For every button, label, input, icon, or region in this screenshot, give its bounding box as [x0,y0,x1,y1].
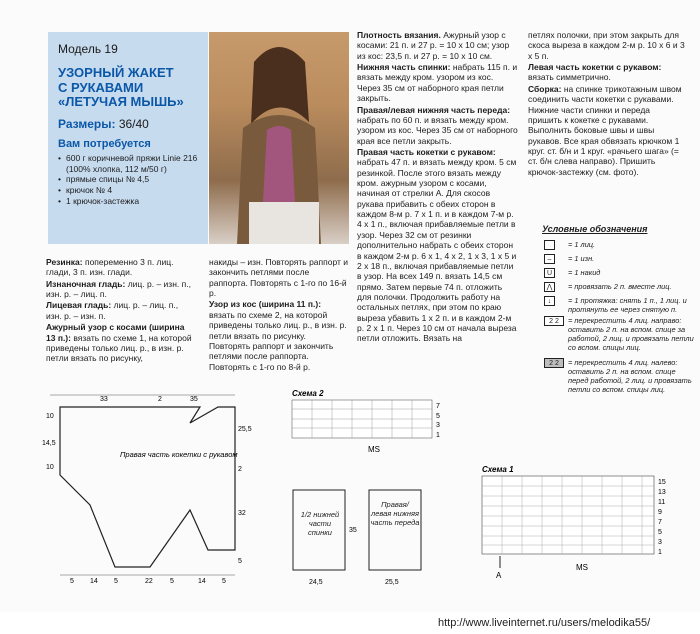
dim-label: 14 [90,578,98,585]
start-arrow-label: A [496,571,502,580]
sizes-value: 36/40 [118,117,149,131]
footer-url[interactable]: http://www.liveinternet.ru/users/melodika55/ [438,617,651,629]
front-piece-label: Правая/ левая нижняя часть переда [370,500,420,528]
text-column-3 [357,30,519,345]
dim-label: 2 [158,396,162,403]
sizes-label: Размеры: [58,117,116,131]
row-number: 5 [658,529,662,536]
row-number: 13 [658,489,666,496]
purl-symbol-icon: – [544,254,555,264]
dim-label: 5 [70,578,74,585]
paragraph: Лицевая гладь: лиц. р. – лиц. п., изн. р. – изн. п. [46,300,179,321]
paragraph: Узор из кос (ширина 11 п.): вязать по схеме 2, на которой приведены только лиц. р., в изн. р. петли вязать по рисунку. Повторять раппорт и закончить петлями после раппорта. Повторять с 1-го по 8-й р. [209,299,347,372]
text-column-2 [209,257,349,373]
material-item: • прямые спицы № 4,5 [58,174,203,185]
dim-label: 14 [198,578,206,585]
row-number: 11 [658,499,666,506]
dim-label: 2 [238,466,242,473]
cable-right-icon: 2 2 [544,316,564,326]
legend-item: U = 1 накид [544,268,694,282]
material-item: • 600 г коричневой пряжи Linie 216 (100% хлопка, 112 м/50 г) [58,153,203,174]
dim-label: 14,5 [42,440,56,447]
dim-label: 10 [46,464,54,471]
diagram-label: Правая часть кокетки с рукавом [120,450,238,459]
row-number: 3 [436,422,440,429]
material-item: • крючок № 4 [58,185,203,196]
paragraph: Сборка: на спинке трикотажным швом соединить части кокетки с рукавами. Нижние части спинки и переда пришить к кокетке с рукавами. Выполнить боковые швы и швы рукавов. Все края обвязать крючком 1 круг. ст. б/н и 1 круг. «рачьего шага» (= ст. б/н слева направо). Пришить крючок-застежку (см. фото). [528,83,682,177]
dim-label: 5 [238,558,242,565]
dim-label: 10 [46,413,54,420]
model-number: Модель 19 [58,42,118,56]
dim-label: 5 [114,578,118,585]
paragraph: Изнаночная гладь: лиц. р. – изн. п., изн. р. – лиц. п. [46,278,191,300]
repeat-label: MS [368,445,380,454]
row-number: 15 [658,479,666,486]
yoke-pattern-diagram [40,385,280,600]
model-photo [209,32,349,244]
title-line: УЗОРНЫЙ ЖАКЕТ [58,65,174,80]
paragraph: накиды – изн. Повторять раппорт и закончить петлями после раппорта. Повторять с 1-го по 16-й р. [209,257,349,299]
repeat-label: MS [576,563,588,572]
materials-title: Вам потребуется [58,138,151,150]
dim-label: 5 [170,578,174,585]
k2tog-icon: ⋀ [544,282,555,292]
row-number: 1 [658,549,662,556]
paragraph: Левая часть кокетки с рукавом: вязать симметрично. [528,62,662,83]
skp-icon: ↓ [544,296,555,306]
row-number: 9 [658,509,662,516]
paragraph: петлях полочки, при этом закрыть для скоса выреза в каждом 2-м р. 10 х 6 и 3 х 5 п. [528,30,685,61]
dim-label: 22 [145,578,153,585]
paragraph: Резинка: попеременно 3 п. лиц. глади, 3 п. изн. глади. [46,257,174,278]
model-photo-illustration [209,32,349,244]
legend [544,240,694,400]
scheme-title: Схема 1 [482,465,514,474]
text-column-4 [528,30,686,178]
title-line: «ЛЕТУЧАЯ МЫШЬ» [58,94,184,110]
legend-item: 2 2 = перекрестить 4 лиц. направо: оставить 2 п. на вспом. спице за работой, 2 лиц. и провязать петли со вспом. спицы лиц. [544,316,694,358]
row-number: 5 [436,413,440,420]
paragraph: Плотность вязания. Ажурный узор с косами: 21 п. и 27 р. = 10 х 10 см; узор из кос: 23,5 п. и 27 р. = 10 х 10 см. [357,30,510,61]
legend-item: ⋀ = провязать 2 п. вместе лиц. [544,282,694,296]
cable-left-icon: 2 2 [544,358,564,368]
scheme-title: Схема 2 [292,389,324,398]
yarn-over-icon: U [544,268,555,278]
legend-item: – = 1 изн. [544,254,694,268]
dim-label: 25,5 [238,426,252,433]
dim-label: 24,5 [309,579,323,586]
row-number: 7 [436,403,440,410]
dim-label: 5 [222,578,226,585]
material-item: • 1 крючок-застежка [58,196,203,207]
paragraph: Правая/левая нижняя часть переда: набрать по 60 п. и вязать между кром. узором из кос. Через 35 см от наборного края все петли закрыть. [357,104,518,146]
legend-item: ↓ = 1 протяжка: снять 1 п., 1 лиц. и протянуть ее через снятую п. [544,296,694,316]
dim-label: 35 [349,527,357,534]
title-line: С РУКАВАМИ [58,79,144,95]
dim-label: 32 [238,510,246,517]
paragraph: Нижняя часть спинки: набрать 115 п. и вязать между кром. узором из кос. Через 35 см от наборного края петли закрыть. [357,62,518,104]
legend-item: 2 2 = перекрестить 4 лиц. налево: оставить 2 п. на вспом. спице перед работой, 2 лиц. и провязать петли со вспом. спицы лиц. [544,358,694,400]
sizes [58,117,149,132]
row-number: 3 [658,539,662,546]
page-title [58,66,208,110]
dim-label: 33 [100,396,108,403]
paragraph: Ажурный узор с косами (ширина 13 п.): вязать по схеме 1, на которой приведены только лиц. р., в изн. р. петли вязать по рисунку, [46,322,192,364]
back-piece-label: 1/2 нижней части спинки [300,510,340,538]
row-number: 1 [436,432,440,439]
legend-item: = 1 лиц. [544,240,694,254]
legend-title: Условные обозначения [542,224,648,234]
scheme-2-chart [290,388,450,460]
materials-list [58,153,203,206]
text-column-1 [46,257,196,365]
scheme-1-chart [470,464,670,584]
row-number: 7 [658,519,662,526]
dim-label: 25,5 [385,579,399,586]
knit-symbol-icon [544,240,555,250]
paragraph: Правая часть кокетки с рукавом: набрать 47 п. и вязать между кром. 5 см резинкой. После этого вязать между кром. ажурным узором с косами, начиная от стрелки А. Для скосов рукава прибавить с обеих сторон в каждом 8-м р. 7 х 1 п. и в каждом 7-м р. 4 х 1 п., включая прибавляемые петли в узор. Через 32 см от резинки дополнительно набрать с обеих сторон в каждом 2-м р. 6 х 1, 4 х 2, 1 х 3, 1 х 5 и 2 х 18 п., включая прибавляемые петли в узор. На всех 149 п. вязать 14,5 см прямо. Затем первые 74 п. отложить для полочки. Продолжить работу на остальных петлях, при этом по краю выреза убавить 1 х 2 п. и в каждом 2-м р. 2 х 1 п. Через 10 см от начала выреза петли отложить. Вязать на [357,146,517,344]
dim-label: 35 [190,396,198,403]
